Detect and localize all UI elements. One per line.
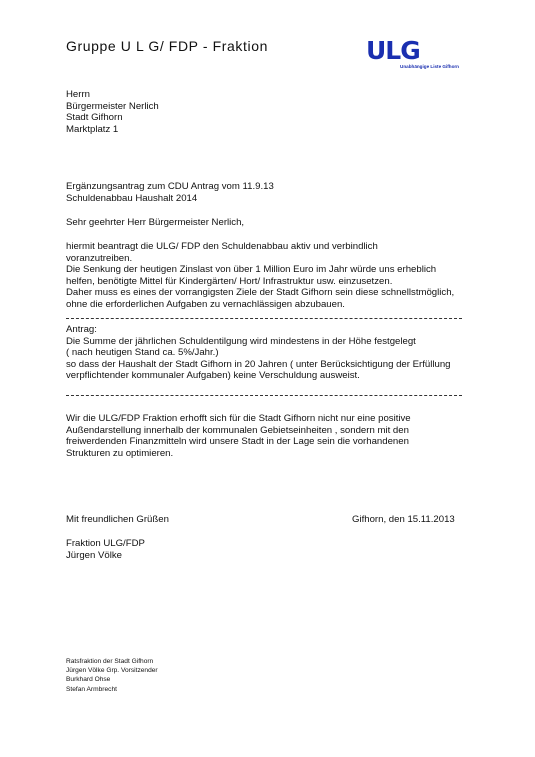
signature-line: Fraktion ULG/FDP <box>66 538 145 549</box>
signature-block <box>66 538 145 561</box>
body-paragraph-2 <box>66 413 411 459</box>
motion-line: verpflichtender kommunaler Aufgaben) keine Verschuldung ausweist. <box>66 370 360 381</box>
motion-line: so dass der Haushalt der Stadt Gifhorn in 20 Jahren ( unter Berücksichtigung der Erfüllung <box>66 358 451 370</box>
body-line: voranzutreiben. <box>66 252 133 264</box>
letterhead-title: Gruppe U L G/ FDP - Fraktion <box>66 38 268 54</box>
address-line: Bürgermeister Nerlich <box>66 100 159 112</box>
footer-line: Jürgen Völke Grp. Vorsitzender <box>66 667 158 675</box>
ulg-logo <box>366 38 461 71</box>
subject-block <box>66 181 274 204</box>
closing: Mit freundlichen Grüßen <box>66 514 169 525</box>
address-line: Herrn <box>66 89 90 100</box>
body-line: Daher muss es eines der vorrangigsten Ziele der Stadt Gifhorn sein diese schnellstmöglich, <box>66 287 455 298</box>
body-line: freiwerdenden Finanzmitteln wird unsere Stadt in der Lage sein die vorhandenen <box>66 436 409 447</box>
footer-line: Stefan Armbrecht <box>66 685 117 693</box>
dashed-separator-bottom <box>66 395 462 396</box>
body-line: Strukturen zu optimieren. <box>66 447 174 459</box>
footer-members <box>66 657 158 694</box>
body-line: hiermit beantragt die ULG/ FDP den Schuldenabbau aktiv und verbindlich <box>66 241 378 252</box>
body-line: Die Senkung der heutigen Zinslast von über 1 Million Euro im Jahr würde uns erheblich <box>66 264 437 275</box>
address-line: Stadt Gifhorn <box>66 112 123 123</box>
subject-line: Schuldenabbau Haushalt 2014 <box>66 192 198 204</box>
footer-line: Ratsfraktion der Stadt Gifhorn <box>66 658 154 665</box>
recipient-address <box>66 89 159 135</box>
body-paragraph-1 <box>66 241 454 310</box>
logo-mark: ULG <box>366 36 420 65</box>
place-date: Gifhorn, den 15.11.2013 <box>352 514 455 525</box>
body-line: helfen, benötigte Mittel für Kindergärten/ Hort/ Infrastruktur usw. einzusetzen. <box>66 275 393 287</box>
dashed-separator-top <box>66 318 462 319</box>
salutation: Sehr geehrter Herr Bürgermeister Nerlich, <box>66 217 245 228</box>
motion-label: Antrag: <box>66 324 97 335</box>
body-line: Außendarstellung innerhalb der kommunalen Gebietseinheiten , sondern mit den <box>66 424 409 436</box>
body-line: ohne die erforderlichen Aufgaben zu vernachlässigen abzubauen. <box>66 298 345 310</box>
subject-line: Ergänzungsantrag zum CDU Antrag vom 11.9.13 <box>66 181 274 192</box>
logo-subtitle: Unabhängige Liste Gifhorn <box>400 64 459 69</box>
motion-block <box>66 324 451 382</box>
address-line: Marktplatz 1 <box>66 123 119 135</box>
body-line: Wir die ULG/FDP Fraktion erhofft sich für die Stadt Gifhorn nicht nur eine positive <box>66 413 411 424</box>
signature-line: Jürgen Völke <box>66 549 122 561</box>
footer-line: Burkhard Ohse <box>66 676 111 684</box>
motion-line: ( nach heutigen Stand ca. 5%/Jahr.) <box>66 347 219 358</box>
motion-line: Die Summe der jährlichen Schuldentilgung wird mindestens in der Höhe festgelegt <box>66 335 416 347</box>
